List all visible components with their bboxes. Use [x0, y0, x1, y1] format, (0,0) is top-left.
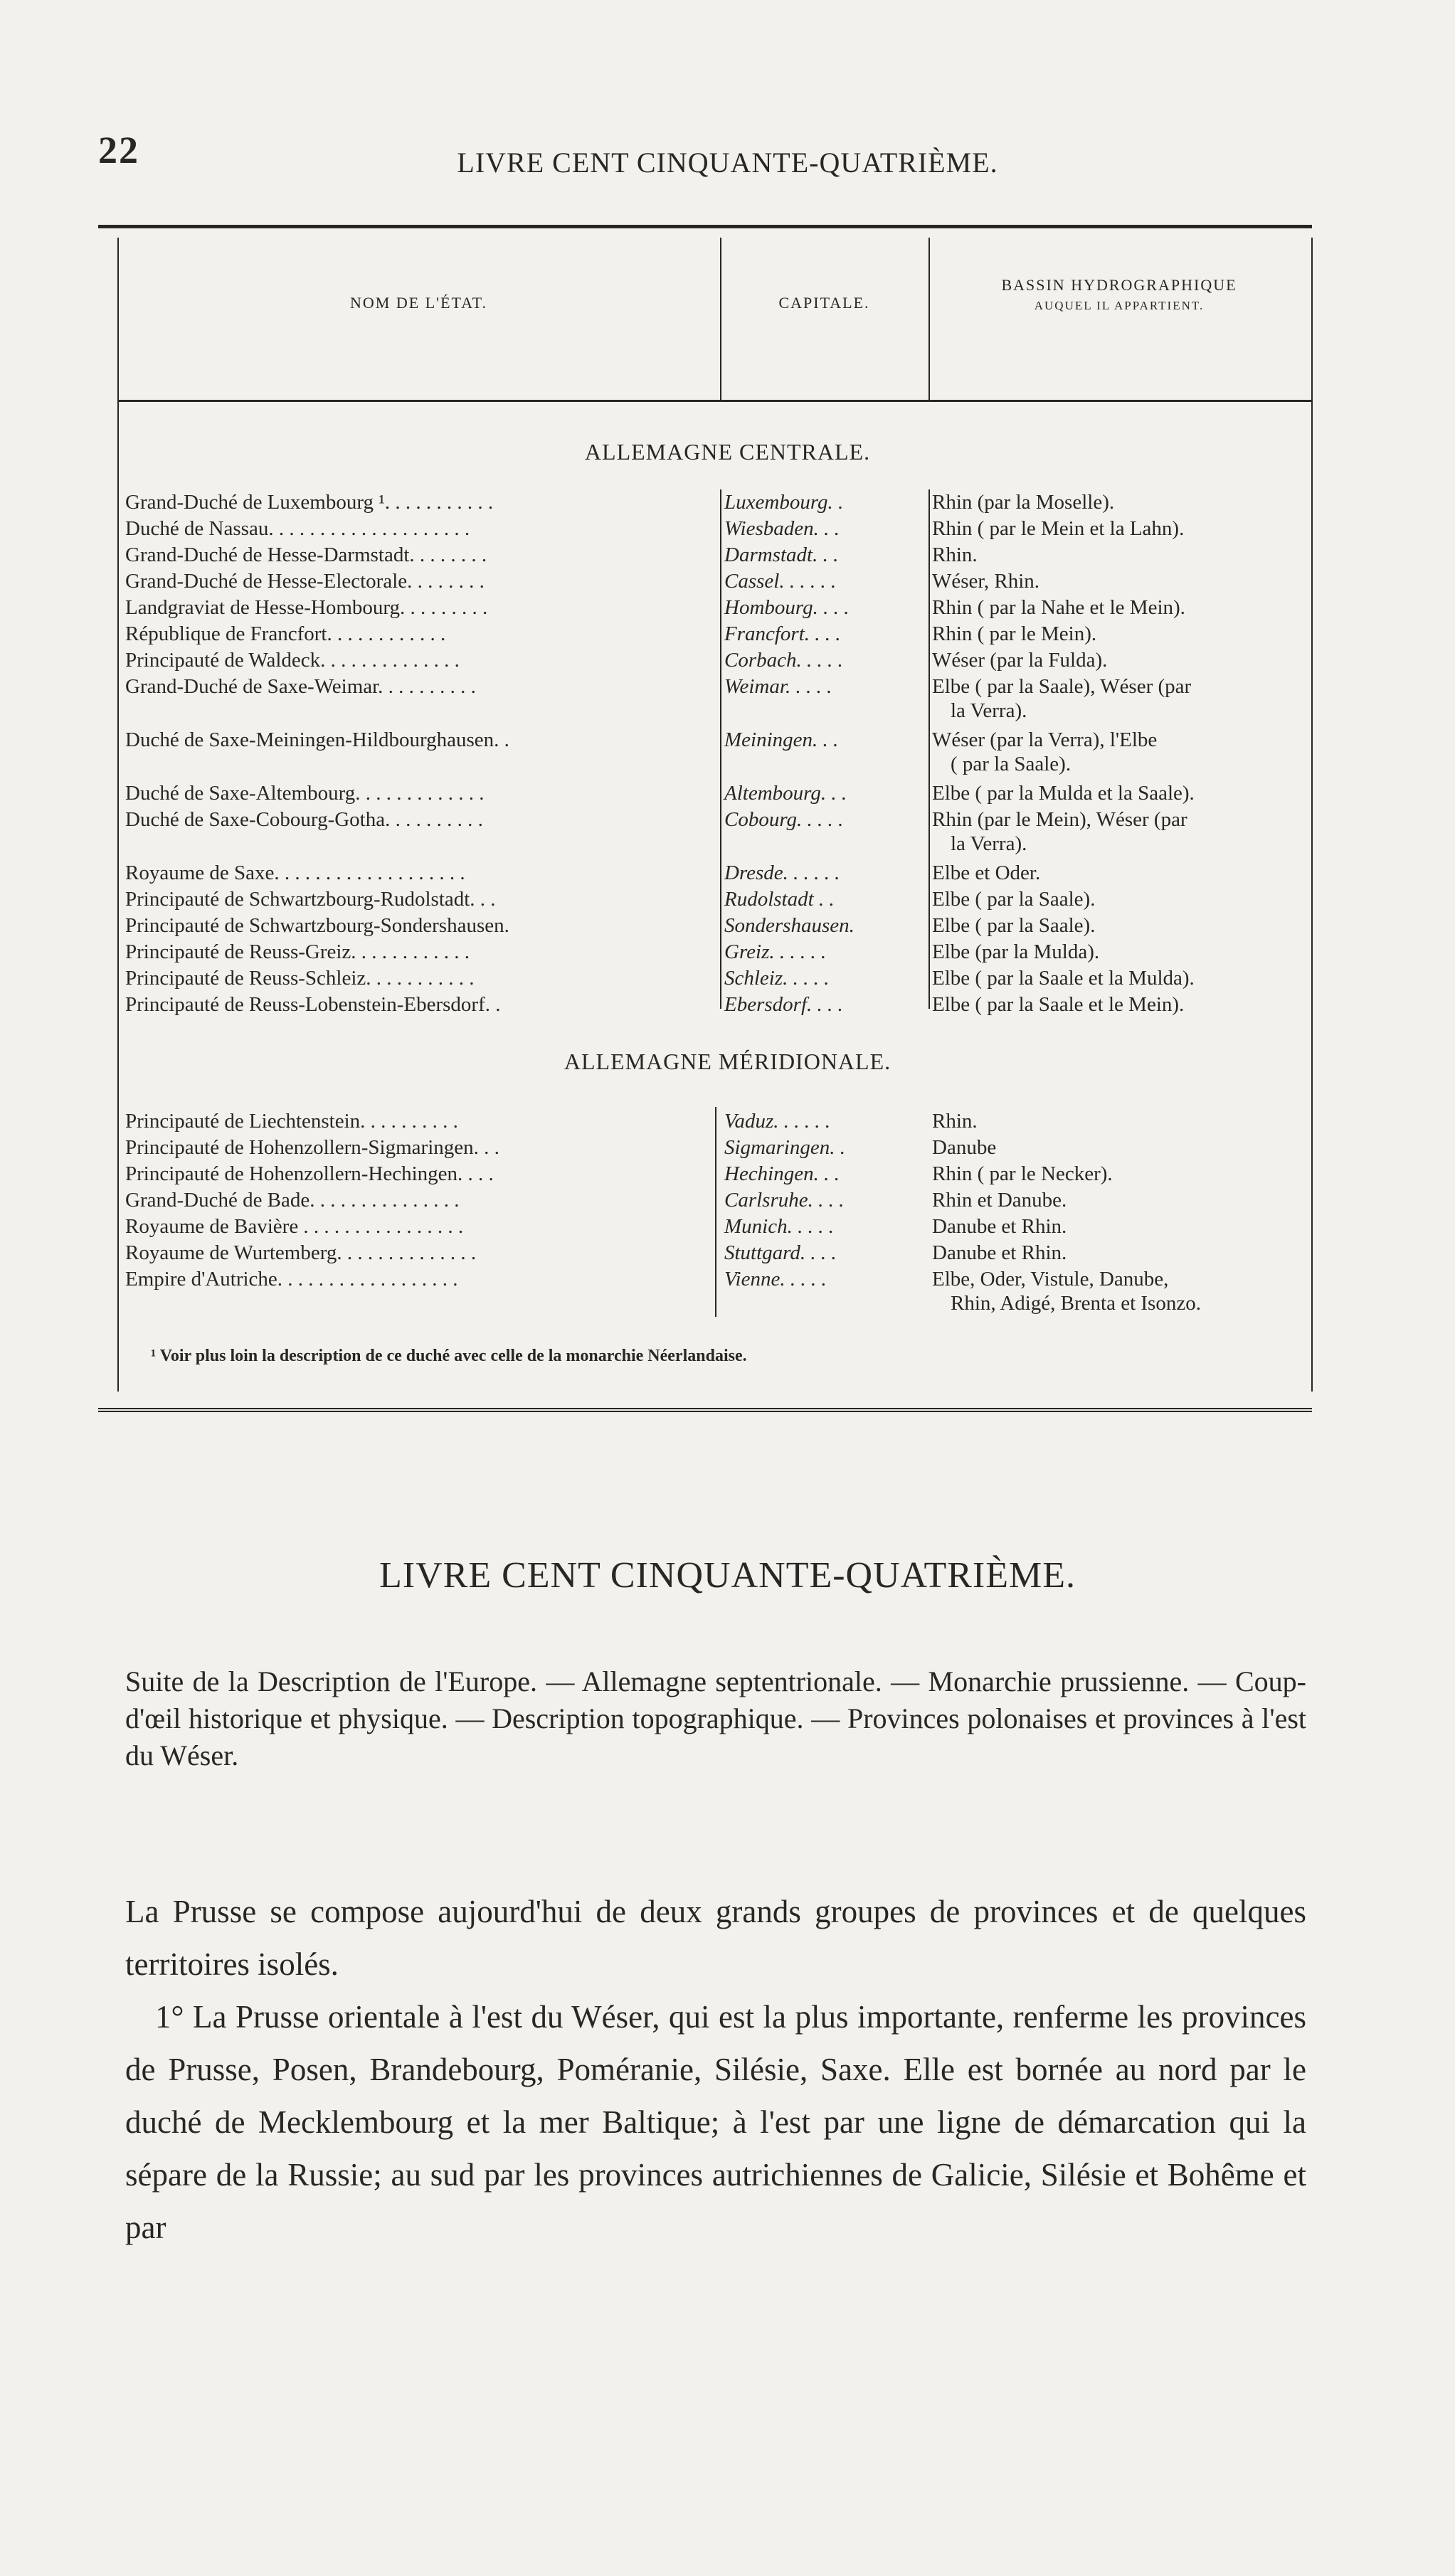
table-row: [125, 808, 1306, 855]
state-name-cell: Landgraviat de Hesse-Hombourg. . . . . . . . .: [125, 596, 488, 619]
basin-cell-continuation: la Verra).: [951, 699, 1027, 722]
basin-cell: Rhin.: [932, 1110, 978, 1133]
chapter-summary: Suite de la Description de l'Europe. — Allemagne septentrionale. — Monarchie prussienne. — Coup-d'œil historique et physique. — Description topographique. — Provinces polonaises et provinces à l'est du Wéser.: [125, 1665, 1306, 1771]
table-header-row: [117, 238, 1311, 402]
capital-cell: Altembourg. . .: [724, 782, 847, 805]
table-row: [125, 862, 1306, 887]
basin-cell: Elbe ( par la Saale et la Mulda).: [932, 967, 1195, 990]
basin-cell: Danube: [932, 1136, 997, 1159]
table-row: [125, 1110, 1306, 1135]
state-name-cell: Grand-Duché de Hesse-Electorale. . . . . . . .: [125, 570, 485, 593]
table-row: [125, 967, 1306, 992]
basin-cell: Rhin (par la Moselle).: [932, 491, 1115, 514]
state-name-cell: Grand-Duché de Bade. . . . . . . . . . . . . . .: [125, 1189, 460, 1212]
state-name-cell: Principauté de Reuss-Greiz. . . . . . . . . . . .: [125, 940, 470, 963]
basin-cell: Danube et Rhin.: [932, 1215, 1067, 1238]
basin-cell: Elbe et Oder.: [932, 862, 1041, 884]
basin-cell: Elbe, Oder, Vistule, Danube,: [932, 1268, 1169, 1290]
table-row: [125, 570, 1306, 595]
basin-cell: Wéser (par la Verra), l'Elbe: [932, 728, 1158, 751]
header-capital: CAPITALE.: [778, 294, 870, 312]
table-row: [125, 596, 1306, 622]
header-basin-line1: BASSIN HYDROGRAPHIQUE: [1001, 276, 1237, 294]
capital-cell: Carlsruhe. . . .: [724, 1189, 845, 1212]
state-name-cell: Principauté de Liechtenstein. . . . . . . . . .: [125, 1110, 458, 1133]
capital-cell: Hombourg. . . .: [724, 596, 850, 619]
state-name-cell: République de Francfort. . . . . . . . . . . .: [125, 622, 446, 645]
table-row: [125, 622, 1306, 648]
basin-cell: Rhin ( par la Nahe et le Mein).: [932, 596, 1185, 619]
table-row: [125, 491, 1306, 516]
basin-cell: Rhin et Danube.: [932, 1189, 1067, 1212]
state-name-cell: Royaume de Bavière . . . . . . . . . . . . . . . .: [125, 1215, 464, 1238]
state-name-cell: Royaume de Wurtemberg. . . . . . . . . . . . . .: [125, 1241, 477, 1264]
page-number: 22: [98, 129, 139, 171]
state-name-cell: Duché de Saxe-Meiningen-Hildbourghausen. .: [125, 728, 509, 751]
capital-cell: Cobourg. . . . .: [724, 808, 844, 831]
state-name-cell: Empire d'Autriche. . . . . . . . . . . . . . . . . .: [125, 1268, 458, 1290]
capital-cell: Corbach. . . . .: [724, 649, 843, 672]
capital-cell: Cassel. . . . . .: [724, 570, 837, 593]
basin-cell: Elbe ( par la Mulda et la Saale).: [932, 782, 1195, 805]
basin-cell: Rhin (par le Mein), Wéser (par: [932, 808, 1187, 831]
state-name-cell: Grand-Duché de Saxe-Weimar. . . . . . . . . .: [125, 675, 476, 698]
capital-cell: Stuttgard. . . .: [724, 1241, 837, 1264]
basin-cell: Wéser (par la Fulda).: [932, 649, 1108, 672]
header-basin-line2: AUQUEL IL APPARTIENT.: [1034, 299, 1205, 312]
table-row: [125, 728, 1306, 775]
state-name-cell: Principauté de Schwartzbourg-Sondershausen.: [125, 914, 509, 937]
table-row: [125, 649, 1306, 674]
body-text: [125, 1885, 1306, 2254]
capital-cell: Hechingen. . .: [724, 1162, 840, 1185]
state-name-cell: Principauté de Reuss-Schleiz. . . . . . . . . . .: [125, 967, 475, 990]
capital-cell: Sigmaringen. .: [724, 1136, 845, 1159]
table-row: [125, 675, 1306, 722]
table-row: [125, 544, 1306, 569]
state-name-cell: Principauté de Hohenzollern-Hechingen. . . .: [125, 1162, 494, 1185]
capital-cell: Darmstadt. . .: [724, 544, 839, 566]
capital-cell: Vienne. . . . .: [724, 1268, 827, 1290]
basin-cell: Rhin ( par le Necker).: [932, 1162, 1113, 1185]
table-row: [125, 1268, 1306, 1315]
table-row: [125, 1189, 1306, 1214]
basin-cell: Rhin ( par le Mein et la Lahn).: [932, 517, 1185, 540]
state-name-cell: Duché de Nassau. . . . . . . . . . . . . . . . . . . .: [125, 517, 470, 540]
header-state: NOM DE L'ÉTAT.: [350, 294, 487, 312]
running-head: LIVRE CENT CINQUANTE-QUATRIÈME.: [457, 147, 998, 179]
basin-cell: Elbe ( par la Saale).: [932, 888, 1096, 911]
table-row: [125, 1215, 1306, 1241]
state-name-cell: Royaume de Saxe. . . . . . . . . . . . . . . . . . .: [125, 862, 465, 884]
table-footnote: ¹ Voir plus loin la description de ce duché avec celle de la monarchie Néerlandaise.: [151, 1347, 747, 1365]
state-name-cell: Duché de Saxe-Altembourg. . . . . . . . . . . . .: [125, 782, 485, 805]
capital-cell: Francfort. . . .: [724, 622, 841, 645]
paragraph: 1° La Prusse orientale à l'est du Wéser, qui est la plus importante, renferme les provinces de Prusse, Posen, Brandebourg, Poméranie, Silésie, Saxe. Elle est bornée au nord par le duché de Mecklembourg et la mer Baltique; à l'est par une ligne de démarcation qui la sépare de la Russie; au sud par les provinces autrichiennes de Galicie, Silésie et Bohême et par: [125, 1999, 1306, 2245]
capital-cell: Wiesbaden. . .: [724, 517, 840, 540]
state-name-cell: Duché de Saxe-Cobourg-Gotha. . . . . . . . . .: [125, 808, 483, 831]
header-divider: [928, 238, 930, 400]
table-row: [125, 517, 1306, 543]
basin-cell-continuation: la Verra).: [951, 832, 1027, 855]
state-name-cell: Grand-Duché de Hesse-Darmstadt. . . . . . . .: [125, 544, 487, 566]
table-row: [125, 888, 1306, 913]
state-name-cell: Principauté de Waldeck. . . . . . . . . . . . . .: [125, 649, 460, 672]
table-row: [125, 993, 1306, 1019]
basin-cell: Elbe ( par la Saale).: [932, 914, 1096, 937]
capital-cell: Rudolstadt . .: [724, 888, 835, 911]
basin-cell-continuation: ( par la Saale).: [951, 753, 1072, 775]
table-row: [125, 1241, 1306, 1267]
state-name-cell: Grand-Duché de Luxembourg ¹. . . . . . . . . . .: [125, 491, 494, 514]
capital-cell: Meiningen. . .: [724, 728, 839, 751]
header-divider: [720, 238, 721, 400]
capital-cell: Vaduz. . . . . .: [724, 1110, 831, 1133]
section-title: ALLEMAGNE MÉRIDIONALE.: [564, 1049, 891, 1074]
capital-cell: Dresde. . . . . .: [724, 862, 840, 884]
basin-cell: Elbe ( par la Saale et le Mein).: [932, 993, 1185, 1016]
capital-cell: Sondershausen.: [724, 914, 855, 937]
basin-cell: Elbe ( par la Saale), Wéser (par: [932, 675, 1192, 698]
basin-cell: Wéser, Rhin.: [932, 570, 1040, 593]
basin-cell: Danube et Rhin.: [932, 1241, 1067, 1264]
table-row: [125, 1136, 1306, 1162]
paragraph: La Prusse se compose aujourd'hui de deux grands groupes de provinces et de quelques territoires isolés.: [125, 1894, 1306, 1982]
basin-cell: Rhin ( par le Mein).: [932, 622, 1097, 645]
capital-cell: Schleiz. . . . .: [724, 967, 830, 990]
state-name-cell: Principauté de Reuss-Lobenstein-Ebersdorf. .: [125, 993, 501, 1016]
table-row: [125, 914, 1306, 940]
table-row: [125, 782, 1306, 807]
capital-cell: Weimar. . . . .: [724, 675, 832, 698]
state-name-cell: Principauté de Schwartzbourg-Rudolstadt. . .: [125, 888, 496, 911]
basin-cell: Rhin.: [932, 544, 978, 566]
basin-cell: Elbe (par la Mulda).: [932, 940, 1100, 963]
capital-cell: Ebersdorf. . . .: [724, 993, 843, 1016]
basin-cell-continuation: Rhin, Adigé, Brenta et Isonzo.: [951, 1292, 1201, 1315]
capital-cell: Munich. . . . .: [724, 1215, 834, 1238]
table-row: [125, 940, 1306, 966]
state-name-cell: Principauté de Hohenzollern-Sigmaringen. . .: [125, 1136, 499, 1159]
chapter-title: LIVRE CENT CINQUANTE-QUATRIÈME.: [379, 1555, 1076, 1596]
capital-cell: Greiz. . . . . .: [724, 940, 827, 963]
capital-cell: Luxembourg. .: [724, 491, 844, 514]
table-row: [125, 1162, 1306, 1188]
section-title: ALLEMAGNE CENTRALE.: [584, 439, 871, 465]
